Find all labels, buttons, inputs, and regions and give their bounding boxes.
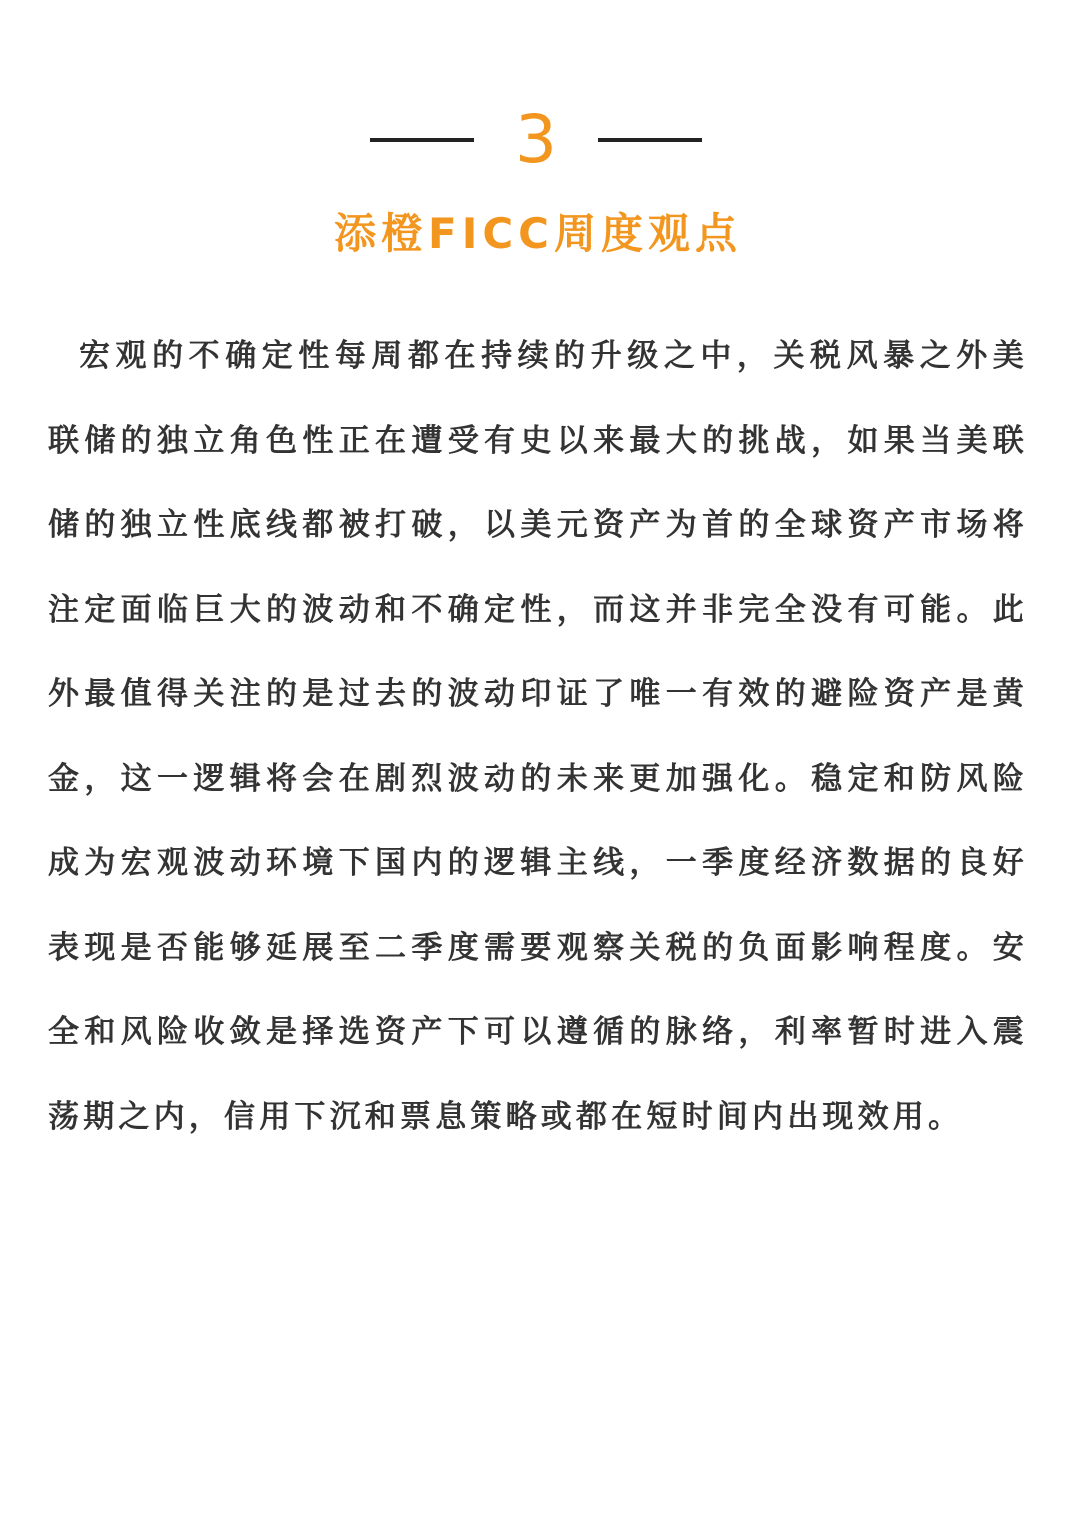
left-divider xyxy=(370,138,474,142)
right-divider xyxy=(598,138,702,142)
section-header xyxy=(0,100,1076,180)
section-number: 3 xyxy=(515,101,557,178)
body-paragraph: 宏观的不确定性每周都在持续的升级之中，关税风暴之外美联储的独立角色性正在遭受有史以来最大的挑战，如果当美联储的独立性底线都被打破，以美元资产为首的全球资产市场将注定面临巨大的波动和不确定性，而这并非完全没有可能。此外最值得关注的是过去的波动印证了唯一有效的避险资产是黄金，这一逻辑将会在剧烈波动的未来更加强化。稳定和防风险成为宏观波动环境下国内的逻辑主线，一季度经济数据的良好表现是否能够延展至二季度需要观察关税的负面影响程度。安全和风险收敛是择选资产下可以遵循的脉络，利率暂时进入震荡期之内，信用下沉和票息策略或都在短时间内出现效用。 xyxy=(48,338,1028,1135)
section-title: 添橙FICC周度观点 xyxy=(334,209,742,258)
